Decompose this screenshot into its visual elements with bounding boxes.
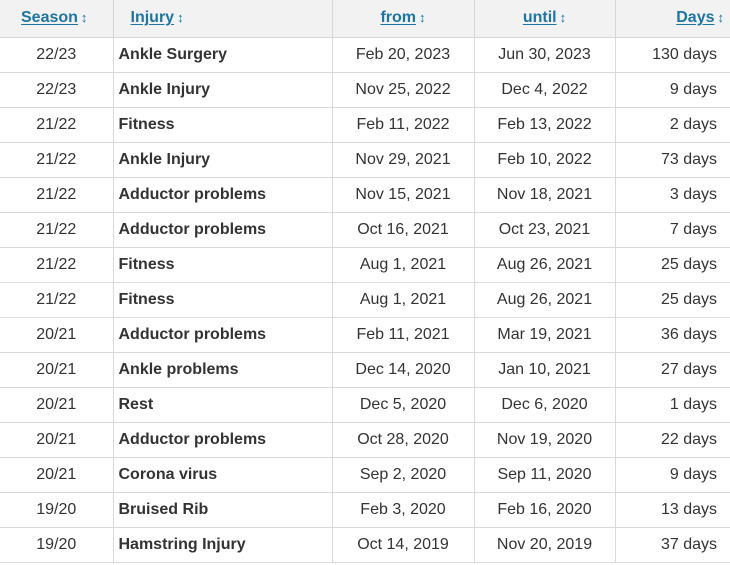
from-date-cell: Feb 3, 2020 [332,492,474,527]
season-cell: 19/20 [0,527,113,562]
table-row [0,72,730,107]
injury-cell: Ankle Injury [113,72,332,107]
from-date-cell: Nov 29, 2021 [332,142,474,177]
sort-link-injury[interactable]: Injury [130,9,175,27]
until-date-cell: Feb 10, 2022 [474,142,615,177]
season-cell: 20/21 [0,387,113,422]
until-date-cell: Mar 19, 2021 [474,317,615,352]
injury-cell: Ankle Injury [113,142,332,177]
injury-cell: Adductor problems [113,317,332,352]
season-cell: 20/21 [0,422,113,457]
table-row [0,457,730,492]
sort-link-days[interactable]: Days [676,9,715,27]
injury-cell: Corona virus [113,457,332,492]
until-date-cell: Jun 30, 2023 [474,37,615,72]
sort-arrows-icon[interactable]: ↕ [419,10,426,26]
sort-link-until[interactable]: until [522,9,557,27]
table-row [0,422,730,457]
injury-cell: Ankle Surgery [113,37,332,72]
table-row [0,177,730,212]
sort-link-season[interactable]: Season [21,9,78,27]
injury-cell: Hamstring Injury [113,527,332,562]
from-date-cell: Aug 1, 2021 [332,282,474,317]
column-header-injury[interactable] [113,0,332,37]
table-row [0,37,730,72]
injury-cell: Adductor problems [113,212,332,247]
days-cell: 25 days [615,282,730,317]
from-date-cell: Oct 14, 2019 [332,527,474,562]
until-date-cell: Aug 26, 2021 [474,247,615,282]
until-date-cell: Feb 13, 2022 [474,107,615,142]
column-header-days[interactable] [615,0,730,37]
from-date-cell: Feb 11, 2022 [332,107,474,142]
until-date-cell: Oct 23, 2021 [474,212,615,247]
table-row [0,247,730,282]
days-cell: 22 days [615,422,730,457]
until-date-cell: Sep 11, 2020 [474,457,615,492]
until-date-cell: Jan 10, 2021 [474,352,615,387]
table-row [0,282,730,317]
from-date-cell: Oct 28, 2020 [332,422,474,457]
injury-cell: Adductor problems [113,177,332,212]
column-header-until[interactable] [474,0,615,37]
table-row [0,212,730,247]
until-date-cell: Nov 19, 2020 [474,422,615,457]
days-cell: 9 days [615,72,730,107]
until-date-cell: Feb 16, 2020 [474,492,615,527]
from-date-cell: Feb 11, 2021 [332,317,474,352]
days-cell: 1 days [615,387,730,422]
season-cell: 22/23 [0,72,113,107]
table-row [0,352,730,387]
table-row [0,492,730,527]
sort-link-from[interactable]: from [380,9,417,27]
injury-cell: Rest [113,387,332,422]
until-date-cell: Dec 6, 2020 [474,387,615,422]
table-row [0,142,730,177]
table-row [0,317,730,352]
season-cell: 22/23 [0,37,113,72]
sort-arrows-icon[interactable]: ↕ [717,10,724,26]
until-date-cell: Nov 18, 2021 [474,177,615,212]
table-header [0,0,730,37]
season-cell: 21/22 [0,282,113,317]
injury-cell: Fitness [113,107,332,142]
sort-arrows-icon[interactable]: ↕ [559,10,567,26]
season-cell: 20/21 [0,457,113,492]
sort-arrows-icon[interactable]: ↕ [80,10,88,26]
days-cell: 36 days [615,317,730,352]
from-date-cell: Nov 15, 2021 [332,177,474,212]
days-cell: 9 days [615,457,730,492]
sort-arrows-icon[interactable]: ↕ [177,10,184,26]
until-date-cell: Aug 26, 2021 [474,282,615,317]
column-header-from[interactable] [332,0,474,37]
days-cell: 130 days [615,37,730,72]
season-cell: 20/21 [0,317,113,352]
season-cell: 21/22 [0,177,113,212]
until-date-cell: Nov 20, 2019 [474,527,615,562]
season-cell: 21/22 [0,247,113,282]
season-cell: 21/22 [0,212,113,247]
days-cell: 25 days [615,247,730,282]
injury-cell: Fitness [113,247,332,282]
header-row [0,0,730,37]
season-cell: 19/20 [0,492,113,527]
injury-cell: Bruised Rib [113,492,332,527]
season-cell: 20/21 [0,352,113,387]
from-date-cell: Nov 25, 2022 [332,72,474,107]
days-cell: 73 days [615,142,730,177]
table-body [0,37,730,562]
from-date-cell: Dec 5, 2020 [332,387,474,422]
days-cell: 13 days [615,492,730,527]
from-date-cell: Aug 1, 2021 [332,247,474,282]
injury-cell: Fitness [113,282,332,317]
from-date-cell: Oct 16, 2021 [332,212,474,247]
days-cell: 7 days [615,212,730,247]
table-row [0,107,730,142]
from-date-cell: Dec 14, 2020 [332,352,474,387]
days-cell: 37 days [615,527,730,562]
until-date-cell: Dec 4, 2022 [474,72,615,107]
injury-cell: Adductor problems [113,422,332,457]
table-row [0,387,730,422]
season-cell: 21/22 [0,107,113,142]
days-cell: 3 days [615,177,730,212]
from-date-cell: Sep 2, 2020 [332,457,474,492]
column-header-season[interactable] [0,0,113,37]
table-row [0,527,730,562]
season-cell: 21/22 [0,142,113,177]
days-cell: 27 days [615,352,730,387]
injury-cell: Ankle problems [113,352,332,387]
days-cell: 2 days [615,107,730,142]
from-date-cell: Feb 20, 2023 [332,37,474,72]
